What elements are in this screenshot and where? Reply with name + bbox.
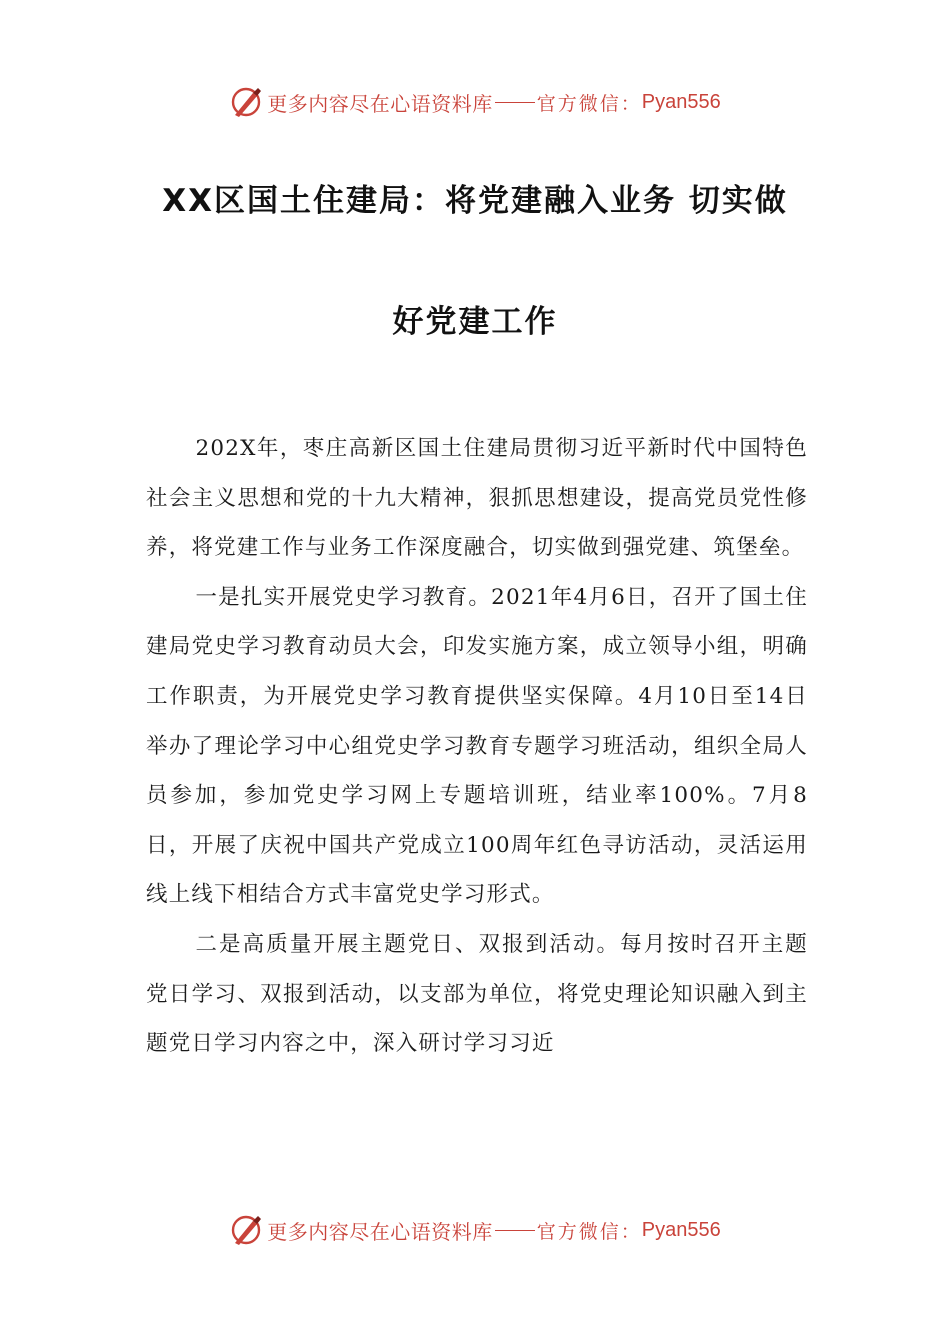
body-paragraph: 一是扎实开展党史学习教育。2021年4月6日，召开了国土住建局党史学习教育动员大会，印发实施方案，成立领导小组，明确工作职责，为开展党史学习教育提供坚实保障。4月10日至14日举办了理论学习中心组党史学习教育专题学习班活动，组织全局人员参加，参加党史学习网上专题培训班，结业率100%。7月8日，开展了庆祝中国共产党成立100周年红色寻访活动，灵活运用线上线下相结合方式丰富党史学习形式。	[146, 584, 808, 908]
banner-wechat-id: Pyan556	[641, 90, 721, 113]
banner-text: 更多内容尽在心语资料库	[267, 91, 493, 116]
banner-divider	[495, 102, 535, 103]
banner-text: 更多内容尽在心语资料库	[267, 1219, 493, 1244]
body-paragraph: 202X年，枣庄高新区国土住建局贯彻习近平新时代中国特色社会主义思想和党的十九大精神，狠抓思想建设，提高党员党性修养，将党建工作与业务工作深度融合，切实做到强党建、筑堡垒。	[146, 436, 808, 561]
pen-logo-icon	[229, 1213, 263, 1247]
document-body	[146, 424, 808, 1069]
banner-wechat-label: 官方微信：	[536, 92, 642, 115]
banner-divider	[495, 1230, 535, 1231]
footer-banner	[0, 1210, 950, 1250]
banner-wechat-id: Pyan556	[641, 1218, 721, 1241]
document-title-line-1: XX区国土住建局：将党建融入业务 切实做	[162, 183, 788, 219]
header-banner	[0, 82, 950, 122]
body-paragraph: 二是高质量开展主题党日、双报到活动。每月按时召开主题党日学习、双报到活动，以支部为单位，将党史理论知识融入到主题党日学习内容之中，深入研讨学习习近	[146, 931, 808, 1057]
pen-logo-icon	[229, 85, 263, 119]
banner-wechat-label: 官方微信：	[536, 1220, 642, 1243]
document-title-line-2: 好党建工作	[392, 304, 558, 340]
